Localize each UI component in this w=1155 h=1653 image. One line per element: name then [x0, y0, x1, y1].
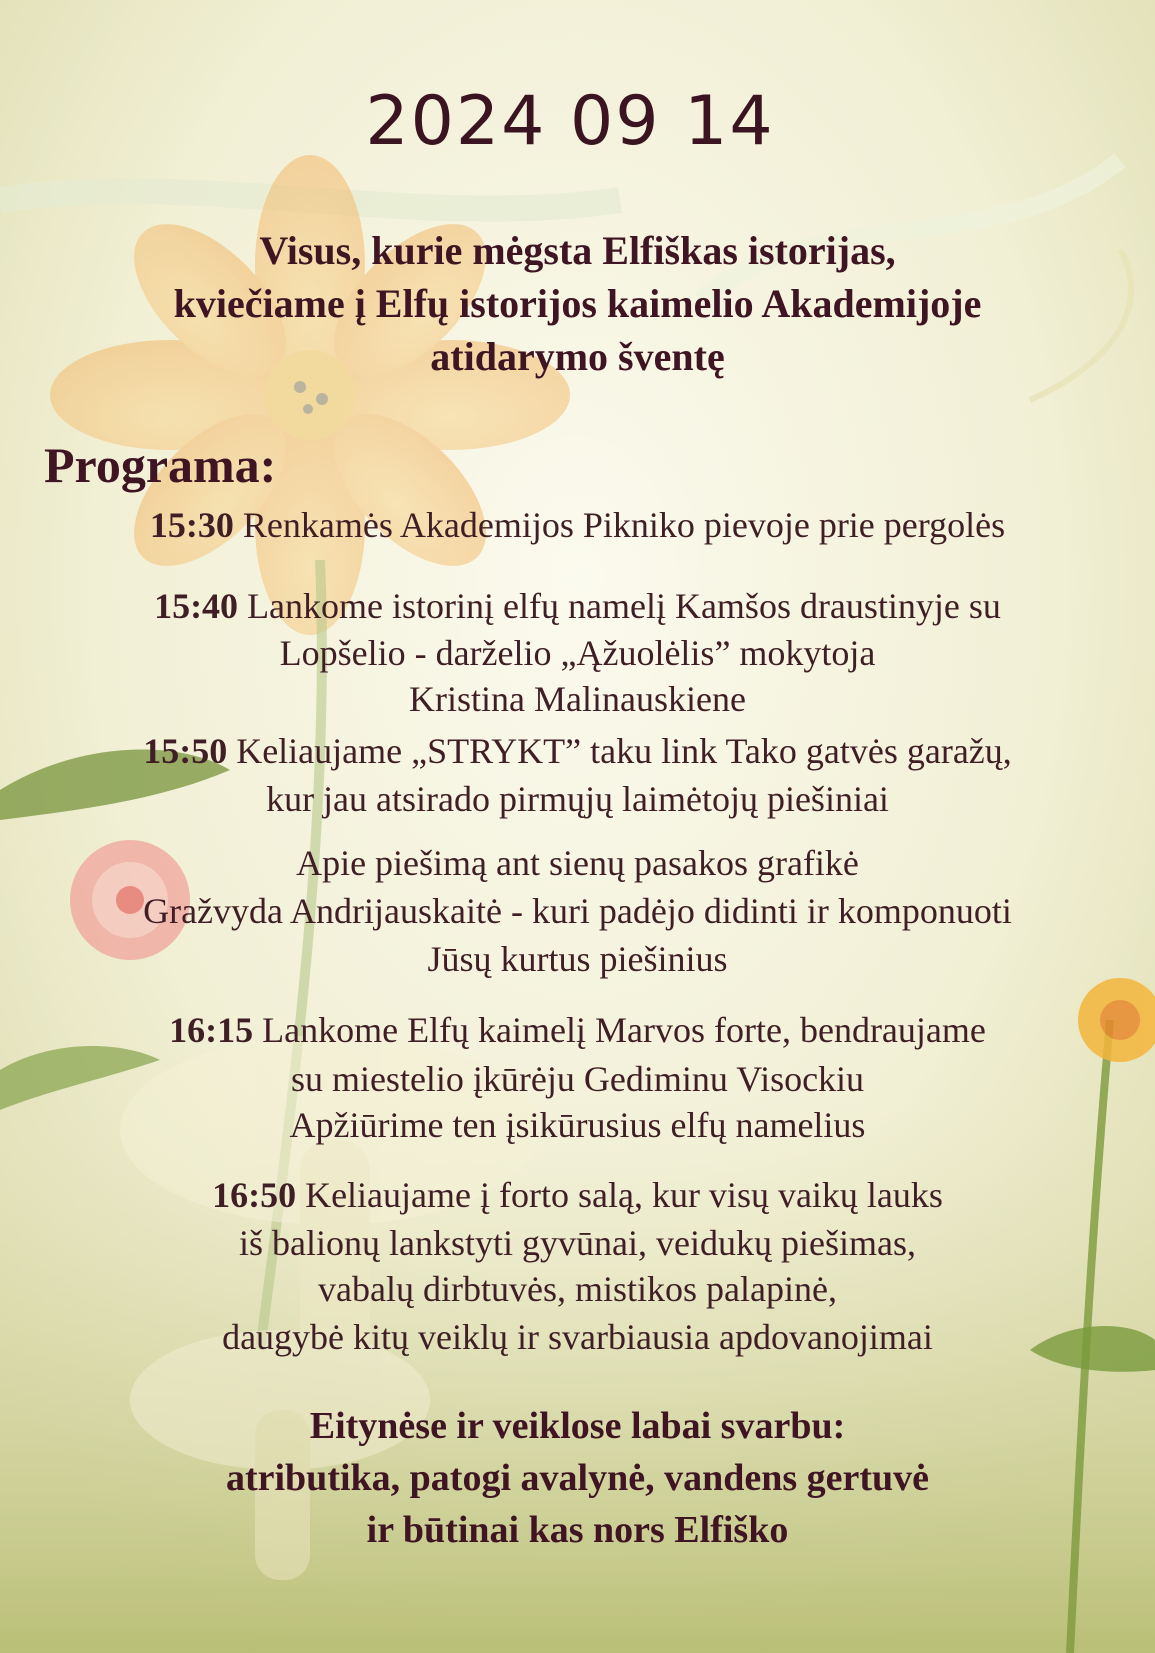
intro-line-3: atidarymo šventę [430, 334, 725, 379]
program-item-4-line-1: Apie piešimą ant sienų pasakos grafikė [296, 843, 859, 883]
item-time: 15:40 [154, 586, 239, 626]
program-item-4-line-2: Gražvyda Andrijauskaitė - kuri padėjo didinti ir komponuoti [143, 891, 1012, 931]
intro-line-2: kviečiame į Elfų istorijos kaimelio Akademijoje [173, 281, 982, 326]
item-time: 15:50 [143, 731, 228, 771]
program-item-2-line-3: Kristina Malinauskiene [409, 679, 746, 719]
program-item-6 [0, 1174, 1155, 1216]
program-item-2 [0, 585, 1155, 627]
item-text: Keliaujame „STRYKT” taku link Tako gatvės garažų, [236, 731, 1012, 771]
item-time: 15:30 [149, 505, 234, 545]
event-date: 2024 09 14 [365, 82, 775, 161]
program-item-6-line-4: daugybė kitų veiklų ir svarbiausia apdovanojimai [222, 1317, 933, 1357]
item-time: 16:15 [169, 1010, 254, 1050]
closing-line-1: Eitynėse ir veiklose labai svarbu: [309, 1405, 846, 1447]
item-text: Renkamės Akademijos Pikniko pievoje prie pergolės [242, 505, 1006, 545]
closing-line-3: ir būtinai kas nors Elfiško [366, 1509, 789, 1551]
program-item-2-line-2: Lopšelio - darželio „Ąžuolėlis” mokytoja [279, 633, 876, 673]
program-item-3 [0, 730, 1155, 772]
item-text: Lankome istorinį elfų namelį Kamšos draustinyje su [247, 586, 1001, 626]
program-item-4-line-3: Jūsų kurtus piešinius [427, 939, 728, 979]
closing-line-2: atributika, patogi avalynė, vandens gertuvė [225, 1457, 930, 1499]
program-item-5 [0, 1009, 1155, 1051]
program-item-5-line-3: Apžiūrime ten įsikūrusius elfų namelius [289, 1105, 866, 1145]
program-item-5-line-2: su miestelio įkūrėju Gediminu Visockiu [290, 1059, 865, 1099]
item-time: 16:50 [212, 1175, 297, 1215]
program-item-6-line-2: iš balionų lankstyti gyvūnai, veidukų piešimas, [239, 1223, 916, 1263]
program-item-6-line-3: vabalų dirbtuvės, mistikos palapinė, [318, 1269, 837, 1309]
program-item-1 [0, 504, 1155, 546]
program-title: Programa: [44, 437, 277, 493]
item-text: Keliaujame į forto salą, kur visų vaikų lauks [305, 1175, 943, 1215]
item-text: Lankome Elfų kaimelį Marvos forte, bendraujame [262, 1010, 986, 1050]
intro-line-1: Visus, kurie mėgsta Elfiškas istorijas, [259, 228, 896, 273]
program-item-3-line-2: kur jau atsirado pirmųjų laimėtojų piešiniai [266, 779, 889, 819]
